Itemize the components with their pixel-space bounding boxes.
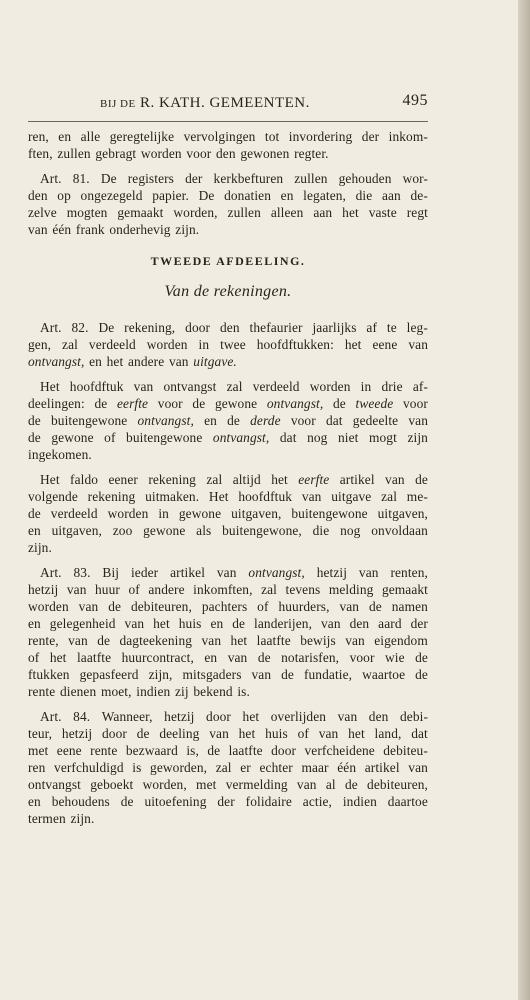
- text-line: en gelegenheid van het huis en de landerijen, van den aard der: [28, 616, 428, 631]
- running-title-main: R. KATH. GEMEENTEN.: [139, 95, 310, 111]
- text-line: rente dienen moet, indien zij bekend is.: [28, 684, 250, 699]
- text-line: de verdeeld worden in gewone uitgaven, buitengewone uitgaven,: [28, 506, 428, 521]
- book-spine-edge: [518, 0, 530, 1000]
- paragraph: [28, 378, 428, 463]
- text-line: ren verfchuldigd is geworden, zal er echter maar één artikel van: [28, 760, 428, 775]
- text-line: volgende rekening uitmaken. Het hoofdftuk van uitgave zal me-: [28, 489, 428, 504]
- paragraph: [28, 170, 428, 238]
- running-title-prefix: BIJ DE: [100, 98, 136, 110]
- text-line: zelve mogten gemaakt worden, zullen alleen aan het vaste regt: [28, 205, 428, 220]
- text-line: Art. 82. De rekening, door den thefaurier jaarlijks af te leg-: [40, 320, 428, 335]
- text-line: ingekomen.: [28, 447, 92, 462]
- text-line: met eene rente bezwaard is, de laatfte door verfcheidene debiteu-: [28, 743, 428, 758]
- text-line: gen, zal verdeeld worden in twee hoofdftukken: het eene van: [28, 337, 428, 352]
- text-line: Het faldo eener rekening zal altijd het eerfte artikel van de: [40, 472, 428, 487]
- text-line: ontvangst geboekt worden, met vermelding van al de debiteuren,: [28, 777, 428, 792]
- text-line: de buitengewone ontvangst, en de derde voor dat gedeelte van: [28, 413, 428, 428]
- text-line: ren, en alle geregtelijke vervolgingen tot invordering der inkom-: [28, 129, 428, 144]
- text-line: en behoudens de uitoefening der folidaire actie, indien daartoe: [28, 794, 428, 809]
- text-line: Art. 81. De registers der kerkbefturen zullen gehouden wor-: [40, 171, 428, 186]
- paragraph: [28, 564, 428, 700]
- paragraph: [28, 128, 428, 162]
- section-title: TWEEDE AFDEELING.: [150, 254, 306, 268]
- header-rule: [28, 121, 428, 122]
- section-subtitle: Van de rekeningen.: [164, 283, 292, 300]
- text-line: en uitgaven, zoo gewone als buitengewone, die nog onvoldaan: [28, 523, 428, 538]
- text-line: hetzij van huur of andere inkomften, zal tevens melding gemaakt: [28, 582, 428, 597]
- running-title: [100, 95, 310, 112]
- text-line: ften, zullen gebragt worden voor den gewonen regter.: [28, 146, 329, 161]
- text-line: ontvangst, en het andere van uitgave.: [28, 354, 237, 369]
- text-line: deelingen: de eerfte voor de gewone ontvangst, de tweede voor: [28, 396, 428, 411]
- text-line: worden van de debiteuren, pachters of huurders, van de namen: [28, 599, 428, 614]
- text-line: zijn.: [28, 540, 52, 555]
- text-line: Het hoofdftuk van ontvangst zal verdeeld worden in drie af-: [40, 379, 428, 394]
- text-line: ftukken gepasfeerd zijn, mitsgaders van de fundatie, waartoe de: [28, 667, 428, 682]
- page-number: 495: [402, 92, 428, 109]
- text-line: termen zijn.: [28, 811, 95, 826]
- text-line: de gewone of buitengewone ontvangst, dat nog niet mogt zijn: [28, 430, 428, 445]
- text-line: rente, van de dagteekening van het laatfte bewijs van eigendom: [28, 633, 428, 648]
- text-line: Art. 83. Bij ieder artikel van ontvangst, hetzij van renten,: [40, 565, 428, 580]
- paragraph: [28, 319, 428, 370]
- body-text: [28, 128, 428, 827]
- text-line: den op ongezegeld papier. De donatien en legaten, die aan de-: [28, 188, 428, 203]
- page-header: [28, 92, 428, 121]
- paragraph: [28, 471, 428, 556]
- book-page: [28, 92, 428, 835]
- text-line: teur, hetzij door de deeling van het huis of van het land, dat: [28, 726, 428, 741]
- text-line: Art. 84. Wanneer, hetzij door het overlijden van den debi-: [40, 709, 428, 724]
- text-line: van één frank onderhevig zijn.: [28, 222, 200, 237]
- paragraph: [28, 708, 428, 827]
- text-line: of het laatfte huurcontract, en van de notarisfen, voor wie de: [28, 650, 428, 665]
